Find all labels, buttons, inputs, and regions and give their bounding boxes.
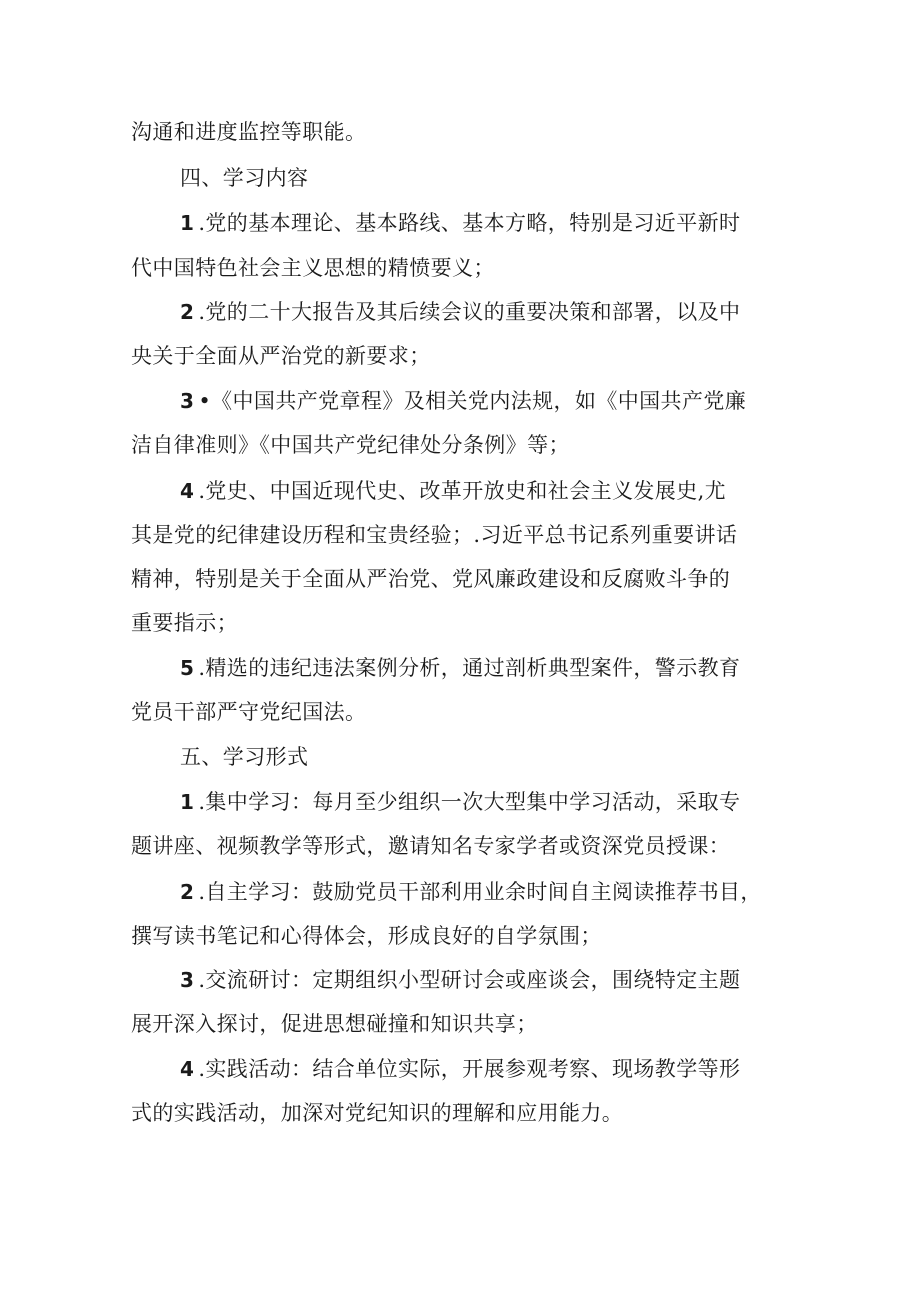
item-number: 1 bbox=[180, 790, 195, 814]
section-4-item-2-line-2: 央关于全面从严治党的新要求； bbox=[131, 344, 431, 368]
item-number: 1 bbox=[180, 211, 195, 235]
section-5-item-2-line-2: 撰写读书笔记和心得体会，形成良好的自学氛围； bbox=[131, 924, 602, 948]
section-4-item-4-line-4: 重要指示； bbox=[131, 611, 238, 635]
item-number: 4 bbox=[180, 1057, 195, 1081]
item-text: .实践活动：结合单位实际，开展参观考察、现场教学等形 bbox=[198, 1057, 741, 1081]
section-5-item-2-line-1 bbox=[180, 877, 762, 907]
section-4-item-4-line-2: 其是党的纪律建设历程和宝贵经验；.习近平总书记系列重要讲话 bbox=[131, 523, 738, 547]
item-text: .交流研讨：定期组织小型研讨会或座谈会，围绕特定主题 bbox=[198, 968, 741, 992]
item-text: .党史、中国近现代史、改革开放史和社会主义发展史,尤 bbox=[198, 479, 727, 503]
item-number: 5 bbox=[180, 656, 195, 680]
item-text: .自主学习：鼓励党员干部利用业余时间自主阅读推荐书目， bbox=[198, 880, 762, 904]
section-4-item-1-line-1 bbox=[180, 208, 740, 238]
section-4-item-5-line-1 bbox=[180, 653, 740, 683]
section-4-item-2-line-1 bbox=[180, 297, 740, 327]
item-text: .集中学习：每月至少组织一次大型集中学习活动，采取专 bbox=[198, 790, 741, 814]
section-4-item-5-line-2: 党员干部严守党纪国法。 bbox=[131, 700, 367, 724]
section-5-item-1-line-1 bbox=[180, 787, 740, 817]
item-number: 3 bbox=[180, 389, 195, 413]
section-5-item-4-line-1 bbox=[180, 1054, 740, 1084]
section-4-item-3-line-1 bbox=[180, 386, 746, 416]
section-5-item-3-line-2: 展开深入探讨，促进思想碰撞和知识共享； bbox=[131, 1012, 538, 1036]
item-text: .党的二十大报告及其后续会议的重要决策和部署，以及中 bbox=[198, 300, 741, 324]
section-5-item-1-line-2: 题讲座、视频教学等形式，邀请知名专家学者或资深党员授课： bbox=[131, 834, 731, 858]
item-text: .精选的违纪违法案例分析，通过剖析典型案件，警示教育 bbox=[198, 656, 741, 680]
item-number: 2 bbox=[180, 300, 195, 324]
item-text: .党的基本理论、基本路线、基本方略，特别是习近平新时 bbox=[198, 211, 741, 235]
section-4-heading: 四、学习内容 bbox=[180, 166, 309, 190]
section-5-heading: 五、学习形式 bbox=[180, 745, 309, 769]
item-number: 2 bbox=[180, 880, 195, 904]
item-number: 3 bbox=[180, 968, 195, 992]
section-5-item-3-line-1 bbox=[180, 965, 740, 995]
section-4-item-4-line-1 bbox=[180, 476, 726, 506]
item-text: •《中国共产党章程》及相关党内法规，如《中国共产党廉 bbox=[198, 389, 747, 413]
section-4-item-3-line-2: 洁自律准则》《中国共产党纪律处分条例》等； bbox=[131, 433, 570, 457]
section-4-item-1-line-2: 代中国特色社会主义思想的精愤要义； bbox=[131, 256, 495, 280]
section-5-item-4-line-2: 式的实践活动，加深对党纪知识的理解和应用能力。 bbox=[131, 1101, 624, 1125]
section-4-item-4-line-3: 精神，特别是关于全面从严治党、党风廉政建设和反腐败斗争的 bbox=[131, 567, 731, 591]
item-number: 4 bbox=[180, 479, 195, 503]
continuation-text: 沟通和进度监控等职能。 bbox=[131, 120, 367, 144]
